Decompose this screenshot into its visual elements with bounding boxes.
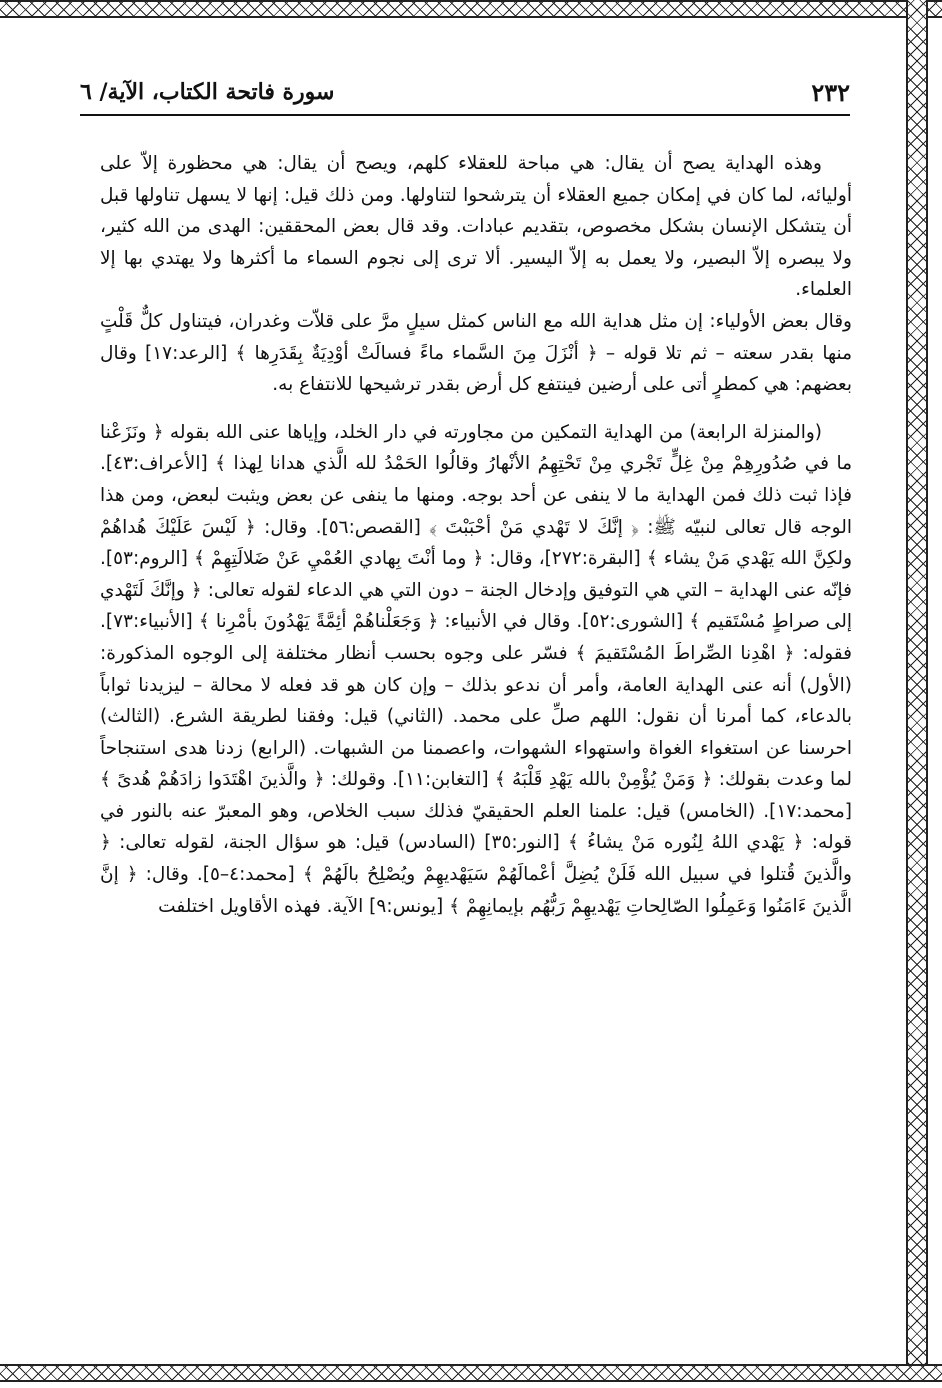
paragraph-2: وقال بعض الأولياء: إن مثل هداية الله مع الناس كمثل سيلٍ مرَّ على قلاّت وغدران، فيتناول كلٌّ قَلْتٍ منها بقدر سعته – ثم تلا قوله – ﴿ أنْزَلَ مِنَ السَّماء ماءً فسالَتْ أوْدِيَةٌ بِقَدَرِها ﴾ [الرعد:١٧] وقال بعضهم: هي كمطرٍ أتى على أرضين فينتفع كل أرض بقدر ترشيحها للانتفاع به.	[100, 310, 852, 396]
page-header	[80, 70, 850, 116]
paragraph-1: وهذه الهداية يصح أن يقال: هي مباحة للعقلاء كلهم، ويصح أن يقال: هي محظورة إلاّ على أوليائه، لما كان في إمكان جميع العقلاء أن يترشحوا لتناولها. ومن ذلك قيل: إنها لا يسهل تناولها قبل أن يتشكل الإنسان بشكل مخصوص، بتقديم عبادات. وقد قال بعض المحققين: الهدى من الله كثير، ولا يبصره إلاّ البصير، ولا يعمل به إلاّ اليسير. ألا ترى إلى نجوم السماء ما أكثرها ولا يهتدي بها إلا العلماء.	[100, 153, 852, 301]
page-number: ٢٣٢	[811, 77, 850, 107]
top-ornamental-border	[0, 0, 942, 18]
right-ornamental-border	[906, 0, 928, 1382]
paragraph-3: (والمنزلة الرابعة) من الهداية التمكين من مجاورته في دار الخلد، وإياها عنى الله بقوله ﴿ ونَزَعْنا ما في صُدُورِهِمْ مِنْ غِلٍّ تَجْري مِنْ تَحْتِهِمُ الأنْهارُ وقالُوا الحَمْدُ لله الَّذي هدانا لِهذا ﴾ [الأعراف:٤٣]. فإذا ثبت ذلك فمن الهداية ما لا ينفى عن أحد بوجه. ومنها ما ينفى عن بعض ويثبت لبعض، ومن هذا الوجه قال تعالى لنبيّه ﷺ: ﴿ إنَّكَ لا تَهْدي مَنْ أحْبَبْتَ ﴾ [القصص:٥٦]. وقال: ﴿ لَيْسَ عَلَيْكَ هُداهُمْ ولكِنَّ الله يَهْدي مَنْ يشاء ﴾ [البقرة:٢٧٢]، وقال: ﴿ وما أنْتَ بِهادي العُمْيِ عَنْ ضَلالَتِهِمْ ﴾ [الروم:٥٣]. فإنّه عنى الهداية – التي هي التوفيق وإدخال الجنة – دون التي هي الدعاء لقوله تعالى: ﴿ وإنَّكَ لَتَهْدي إلى صراطٍ مُسْتَقيم ﴾ [الشورى:٥٢]. وقال في الأنبياء: ﴿ وَجَعَلْناهُمْ أئِمَّةً يَهْدُونَ بأمْرِنا ﴾ [الأنبياء:٧٣]. فقوله: ﴿ اهْدِنا الصِّراطَ المُسْتَقيمَ ﴾ فسّر على وجوه بحسب أنظار مختلفة إلى الوجوه المذكورة: (الأول) أنه عنى الهداية العامة، وأمر أن ندعو بذلك – وإن كان هو قد فعله لا محالة – ليزيدنا ثواباً بالدعاء، كما أمرنا أن نقول: اللهم صلِّ على محمد. (الثاني) قيل: وفقنا لطريقة الشرع. (الثالث) احرسنا عن استغواء الغواة واستهواء الشهوات، واعصمنا من الشبهات. (الرابع) زدنا هدى استنجاحاً لما وعدت بقولك: ﴿ وَمَنْ يُؤْمِنْ بالله يَهْدِ قَلْبَهُ ﴾ [التغابن:١١]. وقولك: ﴿ والَّذينَ اهْتَدَوا زادَهُمْ هُدىً ﴾ [محمد:١٧]. (الخامس) قيل: علمنا العلم الحقيقيّ فذلك سبب الخلاص، وهو المعبرّ عنه بالنور في قوله: ﴿ يَهْدي اللهُ لِنُوره مَنْ يشاءُ ﴾ [النور:٣٥] (السادس) قيل: هو سؤال الجنة، لقوله تعالى: ﴿ والَّذينَ قُتلوا في سبيل الله فَلَنْ يُضِلَّ أعْمالَهُمْ سَيَهْديهِمْ ويُصْلِحُ بالَهُمْ ﴾ [محمد:٤–٥]. وقال: ﴿ إنَّ الَّذينَ ءَامَنُوا وَعَمِلُوا الصّالِحاتِ يَهْديهِمْ رَبُّهُم بإيمانِهِمْ ﴾ [يونس:٩] الآية. فهذه الأقاويل اختلفت	[100, 421, 852, 917]
running-title: سورة فاتحة الكتاب، الآية/ ٦	[80, 79, 335, 105]
bottom-ornamental-border	[0, 1364, 942, 1382]
page-body	[100, 148, 852, 1328]
